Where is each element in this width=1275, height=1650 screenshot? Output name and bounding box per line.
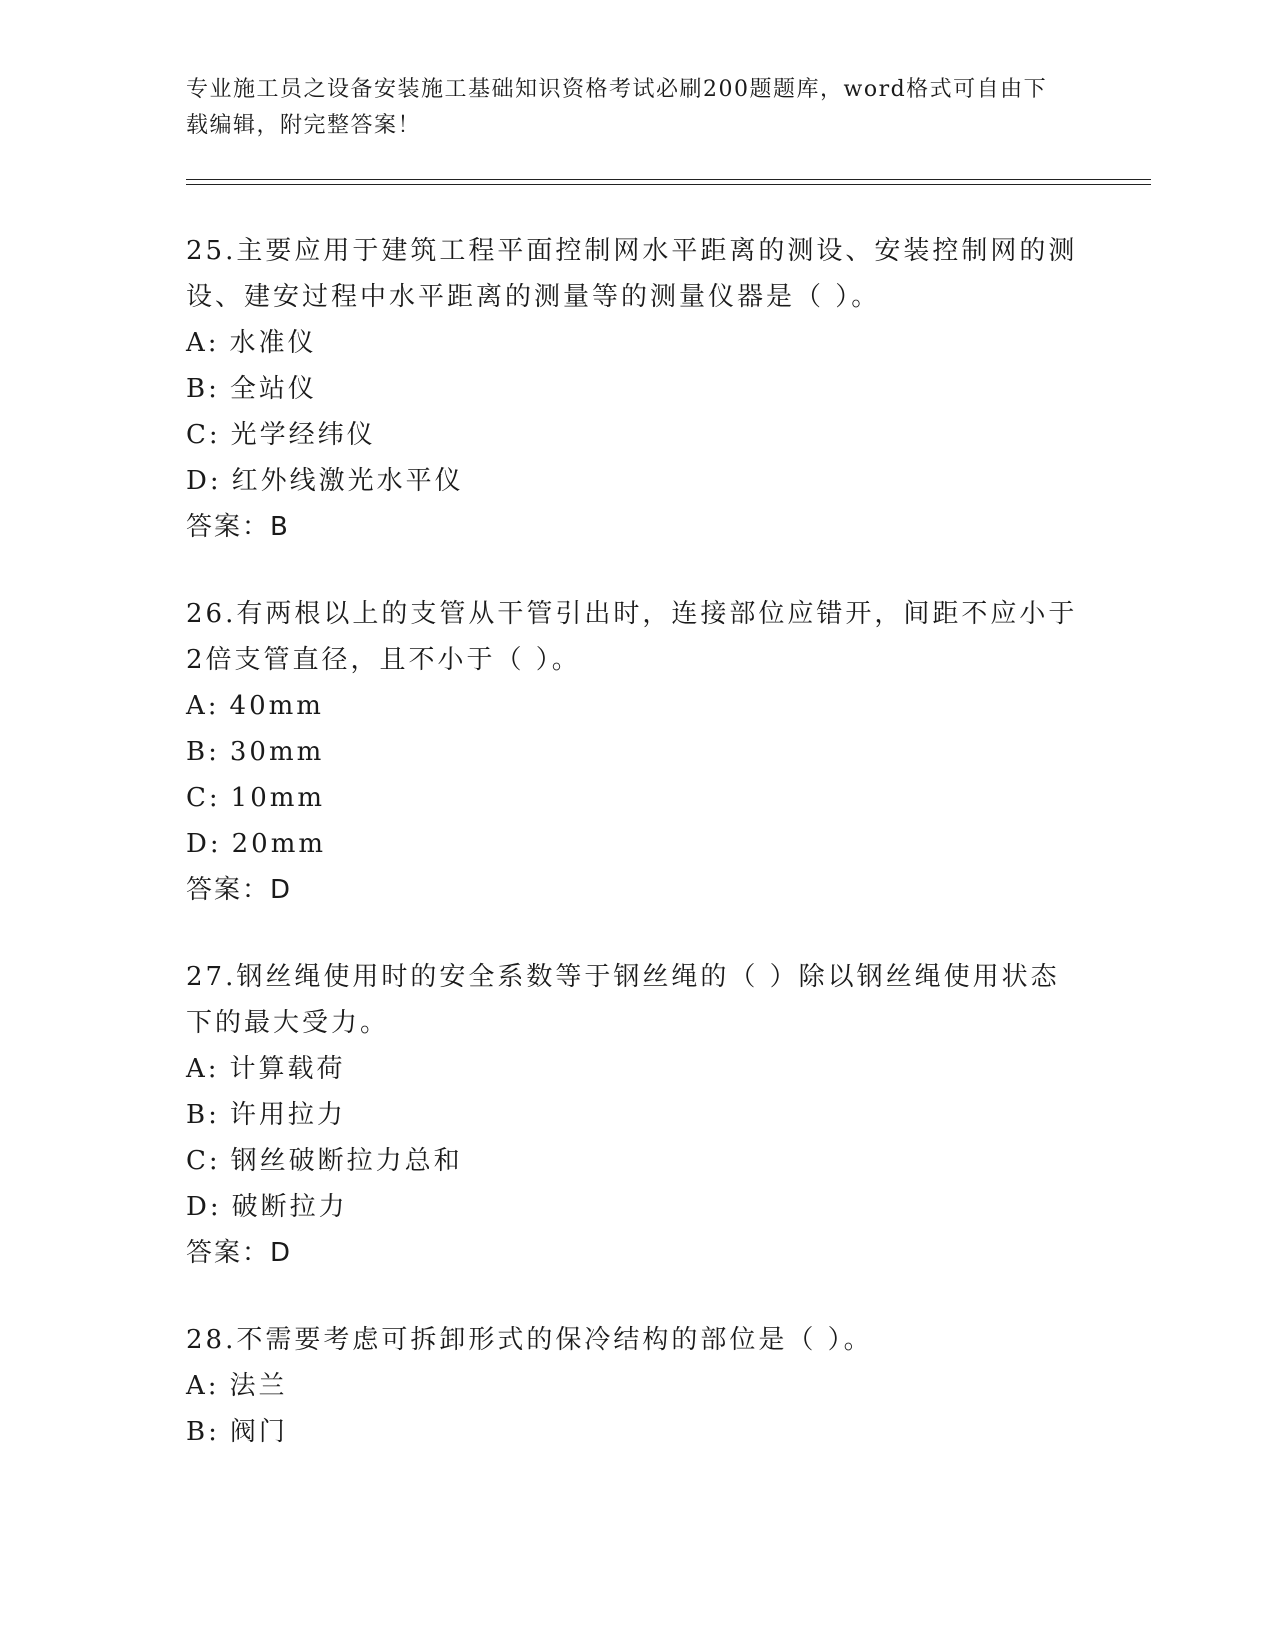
question-26 xyxy=(186,591,1086,913)
question-stem: 25.主要应用于建筑工程平面控制网水平距离的测设、安装控制网的测设、建安过程中水平距离的测量等的测量仪器是（ ）。 xyxy=(186,236,1078,312)
question-27 xyxy=(186,954,1086,1276)
option-text: 全站仪 xyxy=(229,374,317,404)
option-d xyxy=(186,1184,1086,1230)
option-text: 水准仪 xyxy=(229,328,317,358)
question-stem: 27.钢丝绳使用时的安全系数等于钢丝绳的（ ）除以钢丝绳使用状态下的最大受力。 xyxy=(186,962,1060,1038)
option-text: 钢丝破断拉力总和 xyxy=(230,1146,463,1176)
option-letter: A: xyxy=(186,691,220,721)
option-letter: B: xyxy=(186,1417,220,1447)
option-text: 30mm xyxy=(229,737,325,767)
option-text: 40mm xyxy=(229,691,324,721)
option-text: 破断拉力 xyxy=(231,1192,348,1222)
option-b xyxy=(186,729,1086,775)
option-c xyxy=(186,1138,1086,1184)
option-c xyxy=(186,412,1086,458)
option-c xyxy=(186,775,1086,821)
question-25 xyxy=(186,228,1086,550)
option-letter: A: xyxy=(186,328,220,358)
option-text: 计算载荷 xyxy=(229,1054,346,1084)
option-letter: B: xyxy=(186,737,220,767)
question-stem: 26.有两根以上的支管从干管引出时，连接部位应错开，间距不应小于2倍支管直径，且不小于（ ）。 xyxy=(186,599,1078,675)
option-d xyxy=(186,821,1086,867)
question-28 xyxy=(186,1317,1086,1455)
option-d xyxy=(186,458,1086,504)
header-rule-top xyxy=(186,179,1151,180)
option-text: 许用拉力 xyxy=(229,1100,346,1130)
option-text: 10mm xyxy=(230,783,326,813)
answer: 答案：B xyxy=(186,512,290,542)
option-b xyxy=(186,366,1086,412)
answer: 答案：D xyxy=(186,875,293,905)
option-letter: A: xyxy=(186,1371,220,1401)
option-text: 光学经纬仪 xyxy=(230,420,376,450)
option-a xyxy=(186,1363,1086,1409)
option-letter: D: xyxy=(186,829,222,859)
option-text: 法兰 xyxy=(229,1371,288,1401)
option-letter: A: xyxy=(186,1054,220,1084)
option-a xyxy=(186,320,1086,366)
option-text: 红外线激光水平仪 xyxy=(231,466,464,496)
option-letter: C: xyxy=(186,783,221,813)
option-letter: C: xyxy=(186,1146,221,1176)
answer: 答案：D xyxy=(186,1238,293,1268)
option-letter: B: xyxy=(186,374,220,404)
question-stem: 28.不需要考虑可拆卸形式的保冷结构的部位是（ ）。 xyxy=(186,1325,873,1355)
header-rule-bottom xyxy=(186,184,1151,185)
option-text: 20mm xyxy=(231,829,327,859)
option-text: 阀门 xyxy=(229,1417,288,1447)
document-header: 专业施工员之设备安装施工基础知识资格考试必刷200题题库，word格式可自由下载编辑，附完整答案！ xyxy=(186,77,1048,138)
option-letter: D: xyxy=(186,466,222,496)
option-a xyxy=(186,1046,1086,1092)
option-b xyxy=(186,1092,1086,1138)
option-a xyxy=(186,683,1086,729)
option-b xyxy=(186,1409,1086,1455)
option-letter: D: xyxy=(186,1192,222,1222)
option-letter: B: xyxy=(186,1100,220,1130)
option-letter: C: xyxy=(186,420,221,450)
